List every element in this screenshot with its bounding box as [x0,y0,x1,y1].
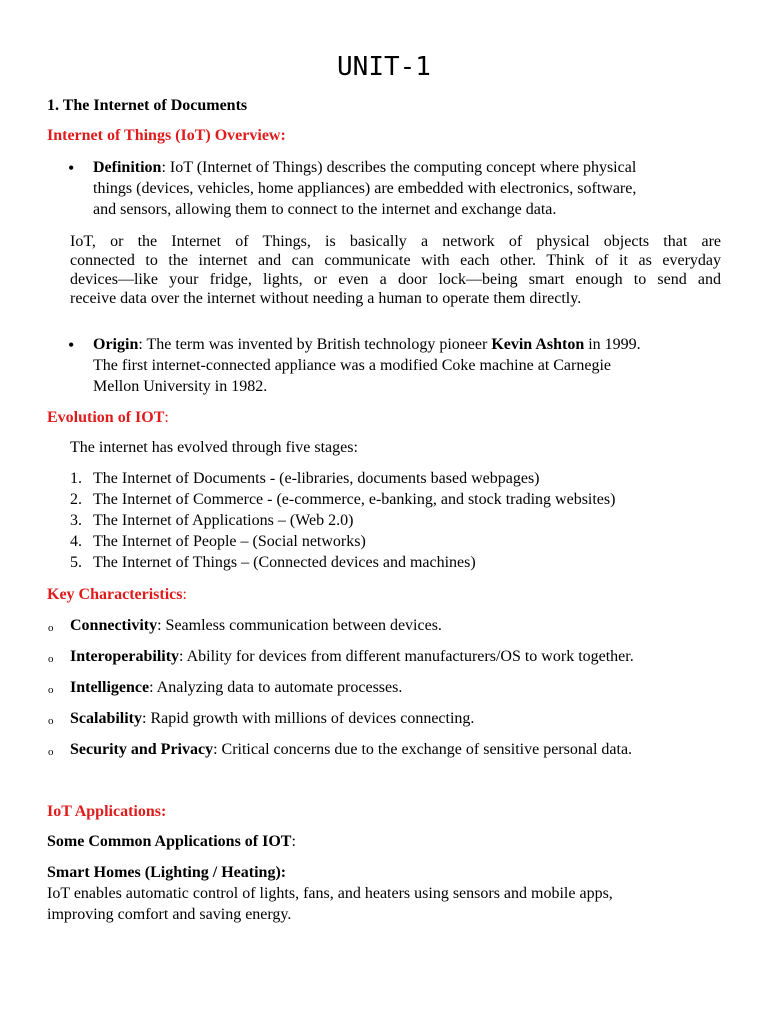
characteristic-text: : Critical concerns due to the exchange of sensitive personal data. [213,741,633,758]
characteristic-item [70,709,474,729]
evolution-stage-number: 5. [70,554,82,571]
bullet-icon: • [68,158,75,178]
smart-homes-line-2: improving comfort and saving energy. [47,906,292,923]
evolution-stage-text: The Internet of People – (Social networks) [93,533,366,550]
characteristic-item [70,678,402,698]
characteristic-item [70,647,634,667]
hollow-bullet-icon: o [48,653,54,665]
characteristics-heading-colon: : [182,586,187,603]
applications-subheading-colon: : [291,833,296,850]
characteristic-item [70,740,632,760]
hollow-bullet-icon: o [48,684,54,696]
overview-paragraph-line-4: receive data over the internet without needing a human to operate them directly. [70,290,582,307]
evolution-stage-text: The Internet of Commerce - (e-commerce, e-banking, and stock trading websites) [93,491,616,508]
characteristics-heading [47,585,187,605]
evolution-stage-text: The Internet of Things – (Connected devices and machines) [93,554,476,571]
characteristic-text: : Rapid growth with millions of devices connecting. [142,710,475,727]
definition-text: : IoT (Internet of Things) describes the computing concept where physical [161,159,637,176]
characteristic-text: : Seamless communication between devices. [157,617,442,634]
characteristic-label: Interoperability [70,648,180,665]
applications-subheading-text: Some Common Applications of IOT [47,833,292,850]
characteristic-text: : Analyzing data to automate processes. [149,679,403,696]
characteristic-label: Security and Privacy [70,741,214,758]
origin-line-1 [93,335,641,355]
section-heading: 1. The Internet of Documents [47,97,248,114]
origin-line-3: Mellon University in 1982. [93,378,268,395]
smart-homes-line-1: IoT enables automatic control of lights, fans, and heaters using sensors and mobile apps, [47,885,613,902]
page-title: UNIT-1 [337,52,431,82]
hollow-bullet-icon: o [48,746,54,758]
definition-line-3: and sensors, allowing them to connect to the internet and exchange data. [93,201,557,218]
hollow-bullet-icon: o [48,715,54,727]
applications-heading: IoT Applications: [47,803,167,820]
smart-homes-heading: Smart Homes (Lighting / Heating): [47,864,287,881]
overview-paragraph-line-1: IoT, or the Internet of Things, is basically a network of physical objects that are [70,233,721,250]
origin-label: Origin [93,336,139,353]
characteristics-heading-text: Key Characteristics [47,586,183,603]
bullet-icon: • [68,335,75,355]
characteristic-label: Scalability [70,710,143,727]
characteristic-item [70,616,442,636]
applications-subheading [47,832,296,852]
evolution-stage-number: 1. [70,470,82,487]
definition-label: Definition [93,159,162,176]
evolution-stage-number: 3. [70,512,82,529]
evolution-heading-colon: : [164,409,169,426]
definition-line-2: things (devices, vehicles, home appliances) are embedded with electronics, software, [93,180,637,197]
origin-text-pre: : The term was invented by British technology pioneer [138,336,492,353]
characteristic-label: Intelligence [70,679,150,696]
evolution-heading [47,408,169,428]
overview-heading: Internet of Things (IoT) Overview: [47,127,286,144]
origin-text-post: in 1999. [584,336,641,353]
evolution-heading-text: Evolution of IOT [47,409,165,426]
evolution-stage-text: The Internet of Applications – (Web 2.0) [93,512,354,529]
overview-paragraph-line-3: devices—like your fridge, lights, or even a door lock—being smart enough to send and [70,271,721,288]
overview-paragraph-line-2: connected to the internet and can communicate with each other. Think of it as everyday [70,252,721,269]
characteristic-label: Connectivity [70,617,158,634]
origin-person: Kevin Ashton [491,336,585,353]
evolution-stage-number: 4. [70,533,82,550]
evolution-stage-text: The Internet of Documents - (e-libraries, documents based webpages) [93,470,540,487]
evolution-stage-number: 2. [70,491,82,508]
characteristic-text: : Ability for devices from different manufacturers/OS to work together. [179,648,634,665]
definition-line-1 [93,158,636,178]
origin-line-2: The first internet-connected appliance was a modified Coke machine at Carnegie [93,357,612,374]
evolution-intro: The internet has evolved through five stages: [70,439,358,456]
hollow-bullet-icon: o [48,622,54,634]
